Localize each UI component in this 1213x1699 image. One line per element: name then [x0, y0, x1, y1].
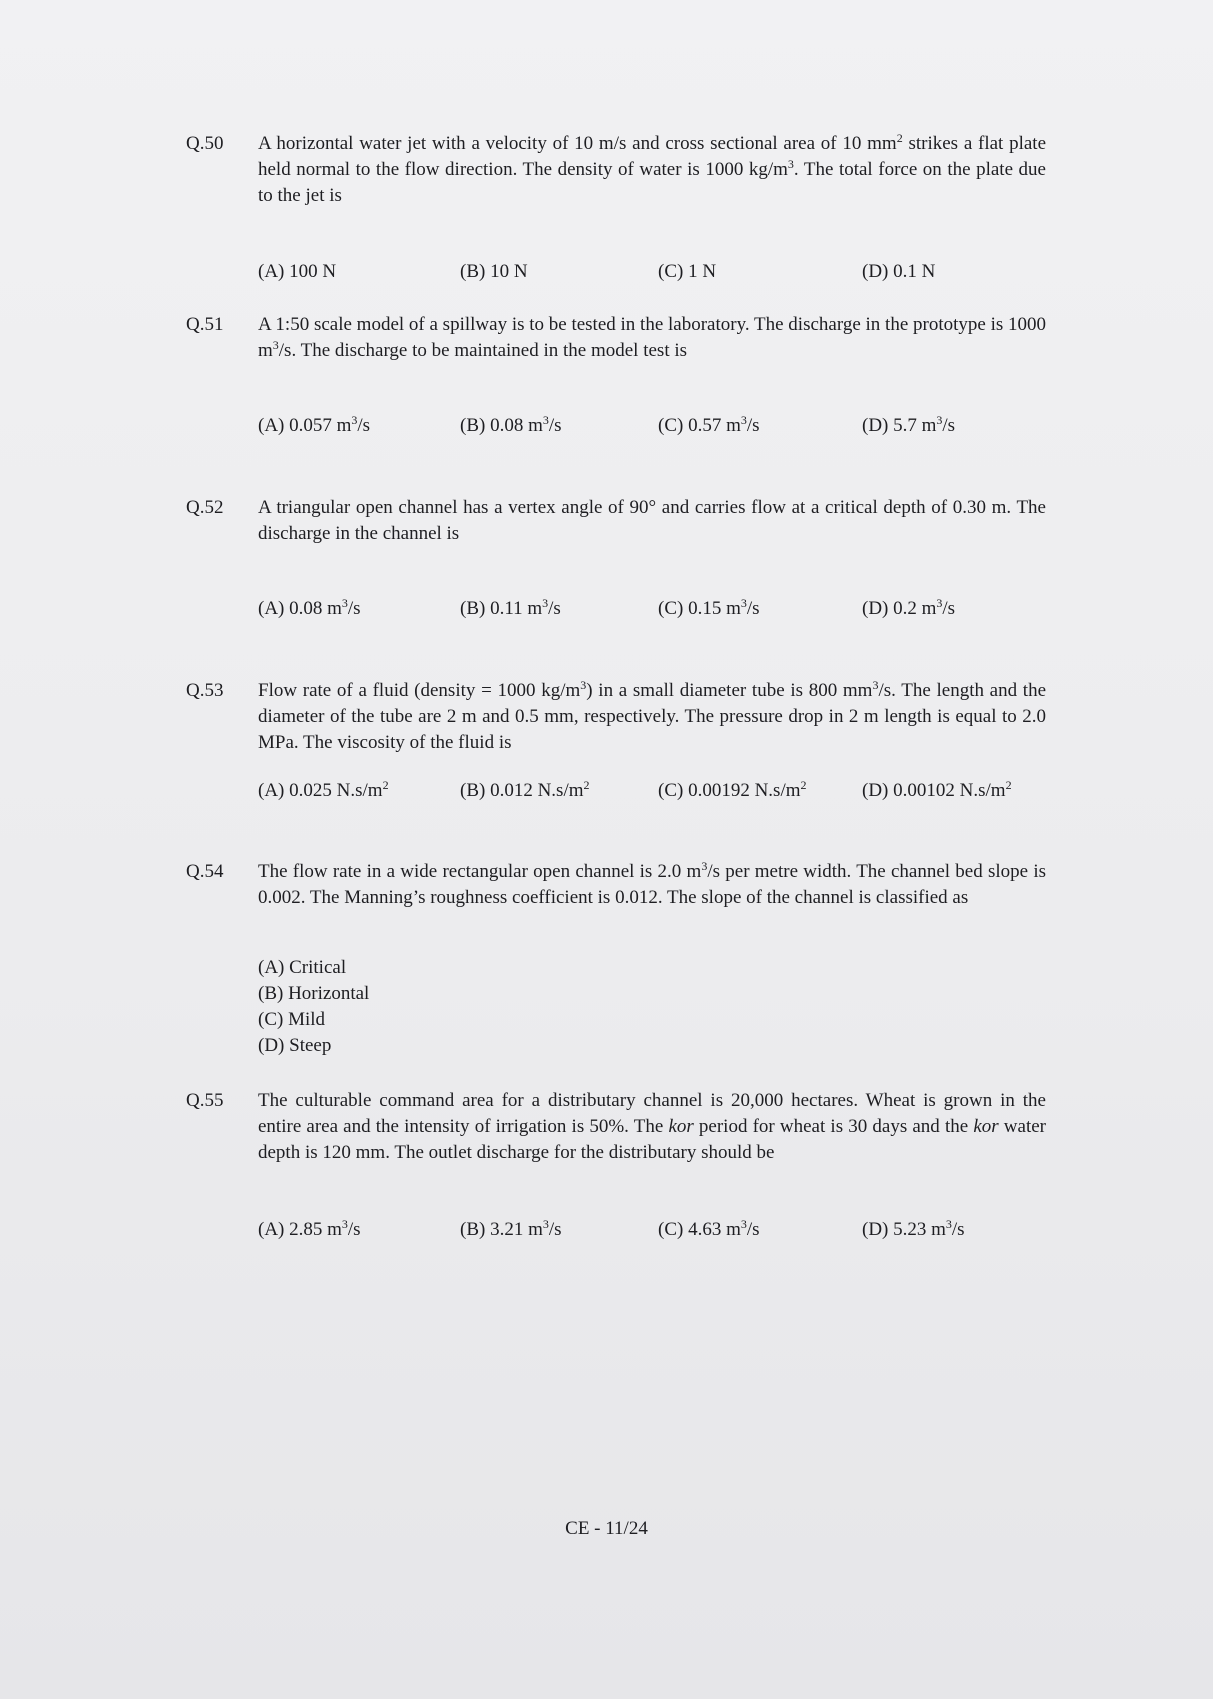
- option-d: (D) 0.00102 $N.s/m^2$: [862, 778, 1012, 801]
- option-a: (A) 2.85 $m^3/s$: [258, 1217, 361, 1240]
- option-c: (C) 0.00192 $N.s/m^2$: [658, 778, 807, 801]
- page-footer: CE - 11/24: [565, 1518, 648, 1539]
- kor-term: kor: [668, 1116, 694, 1137]
- option-a: (A) 0.025 $N.s/m^2$: [258, 778, 389, 801]
- question-text: A 1:50 scale model of a spillway is to be tested in the laboratory. The discharge in the prototype is 1000 $m^3/s$. The discharge to be maintained in the model test is: [258, 314, 1046, 361]
- options-50: [258, 259, 1048, 285]
- option-a: (A) 0.08 $m^3/s$: [258, 596, 361, 619]
- options-51: [258, 413, 1048, 439]
- option-b: (B) 0.11 $m^3/s$: [460, 596, 561, 619]
- question-text: A triangular open channel has a vertex angle of 90° and carries flow at a critical depth of 0.30 m. The discharge in the channel is: [258, 497, 1046, 544]
- option-c: (C) 0.15 $m^3/s$: [658, 596, 760, 619]
- question-text: Flow rate of a fluid (density = 1000 $kg/m^3$) in a small diameter tube is 800 $mm^3/s$. The length and the diameter of the tube are 2 m and 0.5 mm, respectively. The pressure drop in 2 m length is equal to 2.0 MPa. The viscosity of the fluid is: [258, 678, 1047, 753]
- option-d: (D) Steep: [258, 1035, 332, 1056]
- question-number: Q.52: [186, 497, 224, 518]
- kor-term: kor: [973, 1116, 999, 1137]
- option-d: (D) 5.7 $m^3/s$: [862, 413, 956, 436]
- option-c: (C) 1 N: [658, 261, 717, 282]
- question-number: Q.51: [186, 314, 224, 335]
- question-number: Q.50: [186, 133, 224, 154]
- options-53: [258, 778, 1048, 804]
- option-b: (B) Horizontal: [258, 983, 370, 1004]
- question-text: The culturable command area for a distributary channel is 20,000 hectares. Wheat is grown in the entire area and the intensity of irrigation is 50%. The kor period for wheat is 30 days and the kor water depth is 120 mm. The outlet discharge for the distributary should be: [258, 1090, 1046, 1163]
- option-a: (A) Critical: [258, 957, 347, 978]
- option-b: (B) 0.012 $N.s/m^2$: [460, 778, 590, 801]
- options-55: [258, 1217, 1048, 1243]
- options-52: [258, 596, 1048, 622]
- options-54: [258, 955, 369, 1059]
- option-d: (D) 0.2 $m^3/s$: [862, 596, 956, 619]
- question-text: The flow rate in a wide rectangular open channel is 2.0 $m^3/s$ per metre width. The channel bed slope is 0.002. The Manning’s roughness coefficient is 0.012. The slope of the channel is classified as: [258, 859, 1047, 908]
- question-text: A horizontal water jet with a velocity of 10 m/s and cross sectional area of 10 $mm^2$ strikes a flat plate held normal to the flow direction. The density of water is 1000 $kg/m^3$. The total force on the plate due to the jet is: [258, 131, 1047, 206]
- option-c: (C) 0.57 $m^3/s$: [658, 413, 760, 436]
- option-c: (C) 4.63 $m^3/s$: [658, 1217, 760, 1240]
- option-b: (B) 10 N: [460, 261, 528, 282]
- option-d: (D) 0.1 N: [862, 261, 936, 282]
- question-number: Q.55: [186, 1090, 224, 1111]
- option-b: (B) 3.21 $m^3/s$: [460, 1217, 562, 1240]
- option-a: (A) 100 N: [258, 261, 337, 282]
- question-number: Q.54: [186, 861, 224, 882]
- option-d: (D) 5.23 $m^3/s$: [862, 1217, 965, 1240]
- option-c: (C) Mild: [258, 1009, 326, 1030]
- question-number: Q.53: [186, 680, 224, 701]
- option-b: (B) 0.08 $m^3/s$: [460, 413, 562, 436]
- option-a: (A) 0.057 $m^3/s$: [258, 413, 371, 436]
